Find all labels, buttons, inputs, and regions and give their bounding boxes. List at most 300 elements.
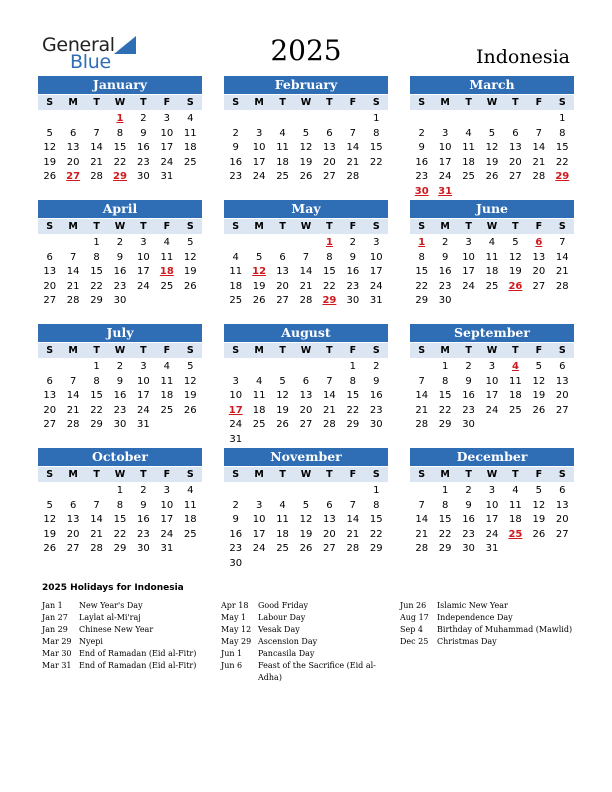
day-cell: 23 (113, 280, 127, 292)
day-cell: 12 (43, 142, 57, 153)
day-cell: 12 (276, 390, 289, 401)
weekday-label: W (300, 345, 312, 356)
country-name: Indonesia (476, 46, 570, 68)
month-october (38, 448, 202, 557)
day-cell: 23 (229, 543, 243, 554)
holiday-column (42, 600, 212, 672)
day-cell: 4 (279, 127, 286, 139)
day-cell: 9 (465, 375, 472, 387)
day-cell: 24 (462, 280, 475, 292)
day-cell: 11 (160, 375, 174, 387)
day-cell: 16 (462, 390, 475, 401)
day-cell: 27 (323, 543, 336, 554)
day-cell: 28 (66, 295, 80, 306)
day-cell: 17 (160, 514, 174, 525)
day-cell: 3 (465, 237, 472, 248)
day-cell: 9 (116, 375, 124, 387)
day-cell: 22 (415, 280, 429, 292)
empty-day-cell (247, 360, 270, 375)
day-cell: 14 (415, 390, 429, 401)
day-cell: 1 (93, 361, 100, 372)
day-cell: 16 (137, 514, 150, 525)
day-cell: 27 (555, 404, 569, 416)
holiday-date: Mar 30 (42, 649, 72, 658)
day-cell: 29 (90, 295, 103, 306)
day-cell: 19 (532, 514, 546, 525)
day-cell: 29 (438, 543, 452, 554)
day-cell: 2 (465, 361, 472, 372)
weekday-label: T (465, 469, 472, 480)
weekday-label: S (46, 469, 54, 480)
holiday-entry (400, 600, 580, 612)
holiday-entry (42, 624, 212, 636)
day-cell: 14 (532, 142, 546, 153)
day-cell: 23 (462, 404, 475, 416)
day-cell: 24 (252, 543, 266, 554)
day-cell: 24 (160, 528, 174, 540)
day-cell: 8 (373, 127, 380, 139)
day-cell: 25 (462, 171, 475, 182)
holiday-day-cell: 18 (159, 266, 174, 277)
empty-day-cell (318, 360, 341, 375)
day-cell: 16 (229, 156, 243, 168)
day-cell: 10 (252, 514, 266, 525)
day-cell: 9 (232, 142, 239, 153)
day-cell: 26 (276, 419, 289, 430)
month-title: July (38, 324, 202, 342)
empty-day-cell (410, 484, 433, 499)
day-cell: 2 (116, 237, 124, 248)
holiday-day-cell: 1 (418, 237, 426, 248)
day-cell: 5 (302, 499, 310, 511)
day-cell: 17 (485, 514, 499, 525)
day-cell: 17 (462, 266, 475, 277)
day-cell: 15 (90, 266, 103, 277)
day-cell: 9 (140, 127, 147, 139)
day-cell: 8 (326, 251, 333, 263)
weekday-label: T (279, 469, 286, 480)
month-june (410, 200, 574, 309)
day-cell: 9 (116, 251, 124, 263)
day-cell: 11 (183, 499, 197, 511)
day-cell: 27 (43, 295, 57, 306)
day-cell: 4 (255, 375, 263, 387)
day-grid (224, 236, 388, 309)
day-cell: 23 (462, 528, 475, 540)
month-march (410, 76, 574, 199)
day-cell: 28 (555, 280, 569, 292)
empty-day-cell (271, 236, 294, 251)
day-cell: 27 (323, 171, 336, 182)
weekday-label: F (163, 221, 171, 232)
weekday-label: S (46, 97, 54, 108)
holiday-day-cell: 25 (508, 528, 523, 540)
day-cell: 11 (160, 251, 174, 263)
day-cell: 29 (346, 419, 360, 430)
day-cell: 2 (349, 237, 357, 248)
day-cell: 6 (326, 499, 333, 511)
holiday-name: Feast of the Sacrifice (Eid al-Adha) (258, 661, 376, 682)
weekday-label: W (300, 97, 312, 108)
weekday-label: W (300, 221, 312, 232)
empty-day-cell (271, 112, 294, 127)
day-cell: 14 (90, 514, 103, 525)
day-cell: 28 (323, 419, 336, 430)
day-cell: 7 (302, 251, 310, 263)
day-cell: 18 (183, 514, 197, 525)
day-cell: 15 (90, 390, 103, 401)
day-cell: 4 (465, 127, 472, 139)
day-cell: 18 (509, 514, 522, 525)
weekday-label: W (300, 469, 312, 480)
day-cell: 15 (438, 390, 452, 401)
day-cell: 13 (66, 142, 80, 153)
day-cell: 25 (276, 171, 289, 182)
day-cell: 8 (559, 127, 566, 139)
weekday-header (410, 467, 574, 482)
day-cell: 25 (183, 156, 197, 168)
day-cell: 1 (349, 361, 357, 372)
day-cell: 19 (252, 280, 266, 292)
empty-day-cell (480, 112, 503, 127)
day-cell: 12 (299, 514, 313, 525)
day-cell: 10 (229, 390, 243, 401)
day-cell: 24 (485, 404, 499, 416)
day-cell: 28 (299, 295, 313, 306)
day-cell: 19 (532, 390, 546, 401)
weekday-label: T (326, 221, 333, 232)
day-cell: 27 (66, 543, 80, 554)
holiday-day-cell: 29 (322, 295, 337, 306)
day-cell: 6 (326, 127, 333, 139)
day-cell: 31 (160, 171, 174, 182)
day-cell: 8 (349, 375, 357, 387)
day-cell: 11 (183, 127, 197, 139)
day-cell: 11 (462, 142, 475, 153)
day-cell: 4 (187, 113, 194, 124)
day-cell: 13 (276, 266, 289, 277)
day-cell: 13 (532, 251, 546, 263)
day-cell: 10 (485, 375, 499, 387)
day-cell: 9 (232, 514, 239, 525)
day-cell: 14 (299, 266, 313, 277)
holiday-name: End of Ramadan (Eid al-Fitr) (79, 661, 197, 670)
holiday-day-cell: 29 (113, 171, 127, 182)
day-cell: 12 (183, 251, 197, 263)
weekday-label: W (114, 221, 126, 232)
month-september (410, 324, 574, 433)
day-cell: 19 (299, 528, 313, 540)
day-cell: 16 (462, 514, 475, 525)
day-cell: 1 (116, 485, 124, 496)
day-cell: 9 (140, 499, 147, 511)
day-cell: 17 (438, 156, 452, 168)
holiday-name: Nyepi (79, 637, 103, 646)
empty-day-cell (85, 484, 108, 499)
weekday-label: T (512, 97, 519, 108)
day-cell: 13 (43, 266, 57, 277)
day-cell: 15 (113, 142, 127, 153)
day-cell: 24 (438, 171, 452, 182)
empty-day-cell (318, 112, 341, 127)
day-cell: 28 (532, 171, 546, 182)
weekday-label: T (465, 97, 472, 108)
day-cell: 15 (369, 142, 383, 153)
day-cell: 22 (369, 156, 383, 168)
weekday-label: T (140, 97, 147, 108)
day-cell: 20 (509, 156, 522, 168)
day-cell: 14 (415, 514, 429, 525)
day-cell: 21 (415, 528, 429, 540)
day-cell: 8 (116, 127, 124, 139)
day-cell: 6 (46, 251, 53, 263)
weekday-label: T (93, 345, 100, 356)
day-cell: 19 (485, 156, 499, 168)
day-cell: 13 (323, 142, 336, 153)
day-cell: 20 (532, 266, 546, 277)
logo-triangle-icon (114, 36, 136, 54)
holiday-entry (400, 624, 580, 636)
holiday-date: Aug 17 (400, 613, 429, 622)
day-cell: 18 (160, 390, 174, 401)
weekday-label: F (349, 345, 357, 356)
day-cell: 21 (555, 266, 569, 277)
day-cell: 1 (441, 485, 449, 496)
day-cell: 3 (488, 361, 496, 372)
day-cell: 7 (418, 375, 425, 387)
weekday-label: M (254, 345, 264, 356)
weekday-label: M (440, 469, 450, 480)
day-cell: 23 (415, 171, 429, 182)
day-cell: 25 (485, 280, 499, 292)
day-cell: 28 (415, 419, 429, 430)
weekday-label: W (486, 345, 498, 356)
day-grid (224, 484, 388, 571)
day-cell: 23 (369, 404, 383, 416)
day-cell: 2 (232, 499, 239, 511)
day-cell: 16 (113, 266, 127, 277)
day-cell: 14 (66, 266, 80, 277)
day-cell: 31 (160, 543, 174, 554)
day-cell: 10 (462, 251, 475, 263)
day-cell: 2 (373, 361, 380, 372)
weekday-label: W (114, 97, 126, 108)
empty-day-cell (294, 112, 317, 127)
weekday-label: T (326, 469, 333, 480)
day-cell: 29 (369, 543, 383, 554)
holiday-date: Jun 26 (400, 601, 427, 610)
day-cell: 7 (69, 375, 77, 387)
day-cell: 5 (535, 485, 543, 496)
day-cell: 18 (462, 156, 475, 168)
day-cell: 18 (509, 390, 522, 401)
day-cell: 25 (252, 419, 266, 430)
day-cell: 26 (252, 295, 266, 306)
day-cell: 16 (137, 142, 150, 153)
holiday-entry (42, 660, 212, 672)
day-cell: 13 (66, 514, 80, 525)
holiday-name: Good Friday (258, 601, 309, 610)
month-title: September (410, 324, 574, 342)
weekday-label: T (279, 97, 286, 108)
day-cell: 4 (279, 499, 286, 511)
empty-day-cell (433, 112, 456, 127)
day-cell: 4 (232, 251, 239, 263)
weekday-label: S (232, 97, 240, 108)
weekday-label: T (140, 221, 147, 232)
day-cell: 8 (93, 375, 100, 387)
empty-day-cell (247, 236, 270, 251)
day-cell: 28 (90, 543, 103, 554)
day-cell: 31 (229, 433, 243, 445)
weekday-label: M (254, 221, 264, 232)
weekday-label: S (418, 97, 426, 108)
weekday-label: M (68, 97, 78, 108)
day-cell: 5 (46, 127, 53, 139)
day-cell: 15 (346, 390, 360, 401)
day-cell: 16 (369, 390, 383, 401)
day-cell: 1 (559, 113, 566, 124)
month-november (224, 448, 388, 571)
holiday-day-cell: 4 (511, 361, 519, 372)
day-grid (38, 484, 202, 557)
day-cell: 15 (323, 266, 336, 277)
empty-day-cell (38, 360, 61, 375)
day-cell: 21 (90, 156, 103, 168)
day-cell: 29 (90, 419, 103, 430)
holiday-entry (400, 612, 580, 624)
weekday-header (410, 219, 574, 234)
month-title: April (38, 200, 202, 218)
day-cell: 24 (160, 156, 174, 168)
holiday-entry (221, 612, 381, 624)
day-cell: 18 (276, 528, 289, 540)
day-cell: 3 (255, 499, 263, 511)
day-cell: 14 (555, 251, 569, 263)
empty-day-cell (504, 112, 527, 127)
holiday-day-cell: 26 (508, 280, 523, 292)
day-cell: 19 (43, 156, 57, 168)
day-grid (410, 236, 574, 309)
empty-day-cell (294, 236, 317, 251)
day-cell: 18 (229, 280, 243, 292)
day-cell: 14 (346, 514, 360, 525)
holiday-date: Mar 29 (42, 637, 72, 646)
month-title: May (224, 200, 388, 218)
day-cell: 21 (323, 404, 336, 416)
day-cell: 27 (532, 280, 546, 292)
day-cell: 27 (509, 171, 522, 182)
logo-general-text: General (42, 34, 115, 56)
weekday-label: S (186, 221, 194, 232)
weekday-label: T (465, 345, 472, 356)
day-cell: 23 (229, 171, 243, 182)
holiday-date: Jun 6 (221, 661, 243, 670)
day-cell: 14 (66, 390, 80, 401)
weekday-label: S (232, 345, 240, 356)
holiday-name: New Year's Day (79, 601, 143, 610)
day-cell: 7 (326, 375, 333, 387)
month-july (38, 324, 202, 433)
day-cell: 26 (183, 280, 197, 292)
weekday-label: W (486, 97, 498, 108)
day-cell: 25 (160, 280, 174, 292)
day-cell: 11 (252, 390, 266, 401)
day-cell: 21 (66, 404, 80, 416)
weekday-label: W (486, 221, 498, 232)
day-cell: 6 (69, 499, 77, 511)
day-cell: 7 (535, 127, 543, 139)
weekday-label: S (558, 345, 566, 356)
empty-day-cell (294, 484, 317, 499)
month-title: February (224, 76, 388, 94)
day-cell: 15 (415, 266, 429, 277)
holiday-entry (221, 624, 381, 636)
day-cell: 26 (532, 528, 546, 540)
day-cell: 9 (418, 142, 425, 153)
holiday-entry (221, 636, 381, 648)
month-february (224, 76, 388, 185)
holiday-date: May 1 (221, 613, 247, 622)
day-cell: 24 (252, 171, 266, 182)
holiday-day-cell: 1 (116, 113, 124, 124)
day-cell: 20 (66, 528, 80, 540)
empty-day-cell (410, 112, 433, 127)
day-cell: 18 (183, 142, 197, 153)
weekday-label: T (93, 97, 100, 108)
weekday-label: F (163, 97, 171, 108)
day-cell: 3 (255, 127, 263, 139)
holiday-name: Labour Day (258, 613, 306, 622)
day-cell: 4 (187, 485, 194, 496)
day-cell: 22 (90, 404, 103, 416)
empty-day-cell (341, 484, 364, 499)
holiday-name: Christmas Day (437, 637, 497, 646)
day-cell: 5 (46, 499, 53, 511)
holiday-name: Vesak Day (258, 625, 300, 634)
day-cell: 27 (43, 419, 57, 430)
day-cell: 13 (509, 142, 522, 153)
day-cell: 23 (346, 280, 360, 292)
weekday-header (224, 343, 388, 358)
day-cell: 12 (485, 142, 499, 153)
day-cell: 21 (346, 156, 360, 168)
day-cell: 22 (113, 156, 127, 168)
day-cell: 11 (229, 266, 243, 277)
day-cell: 27 (299, 419, 313, 430)
day-cell: 30 (137, 171, 150, 182)
weekday-label: S (186, 469, 194, 480)
empty-day-cell (38, 112, 61, 127)
empty-day-cell (247, 484, 270, 499)
holiday-day-cell: 6 (535, 237, 543, 248)
holiday-day-cell: 31 (438, 185, 453, 197)
month-title: December (410, 448, 574, 466)
day-cell: 17 (252, 156, 266, 168)
holiday-entry (221, 600, 381, 612)
day-cell: 22 (90, 280, 103, 292)
day-cell: 5 (187, 361, 194, 372)
day-cell: 20 (299, 404, 313, 416)
day-cell: 20 (555, 514, 569, 525)
weekday-label: S (372, 345, 380, 356)
weekday-label: M (254, 97, 264, 108)
weekday-label: S (232, 469, 240, 480)
weekday-label: T (93, 469, 100, 480)
weekday-label: T (279, 221, 286, 232)
day-cell: 13 (323, 514, 336, 525)
holiday-name: Laylat al-Mi'raj (79, 613, 141, 622)
